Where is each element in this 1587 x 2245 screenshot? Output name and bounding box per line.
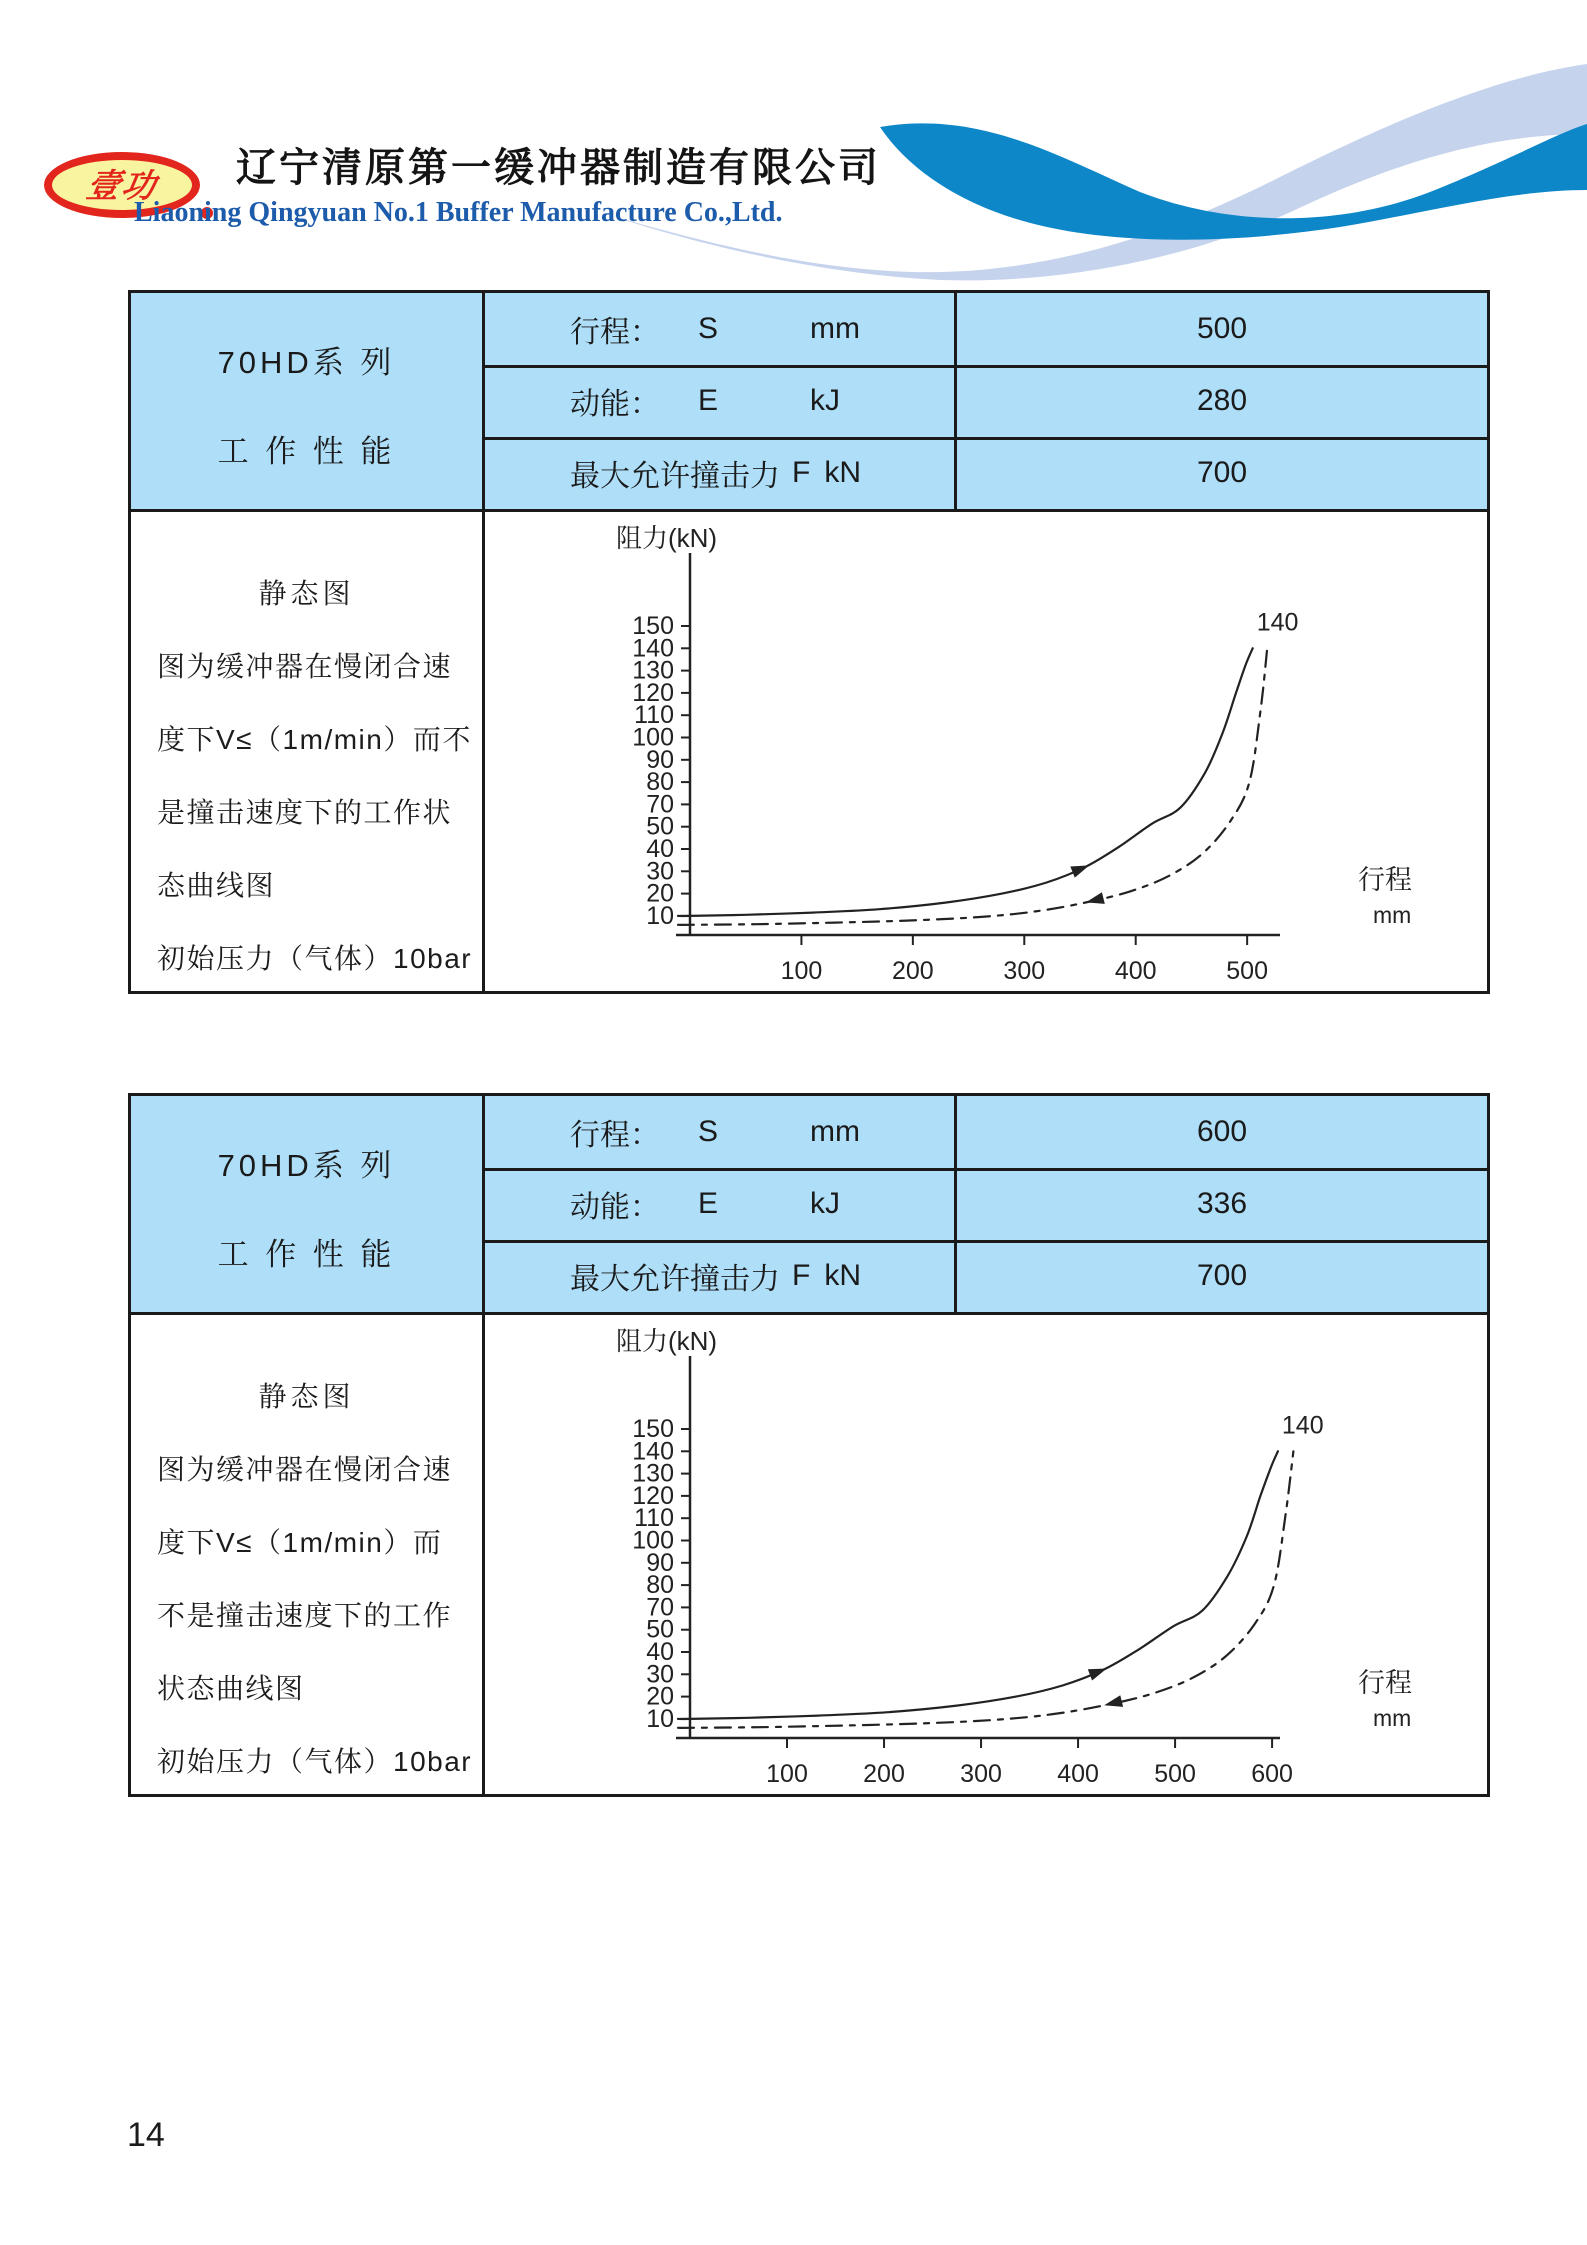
spec-symbol: S [698,1115,719,1148]
resistance-stroke-chart-600 [528,1324,1428,1792]
spec-label: 行程： [570,1119,660,1152]
series-title: 70HD系 列 [217,345,396,380]
spec-row-stroke [485,293,954,365]
svg-text:10: 10 [646,1704,674,1733]
spec-label: 最大允许撞击力 [570,1263,780,1296]
svg-text:30: 30 [646,857,674,886]
spec-label: 动能： [570,388,660,421]
spec-value-energy: 336 [1196,1187,1248,1220]
note-line: 初始压力（气体）10bar [157,1746,473,1777]
note-line: 初始压力（气体）10bar [157,943,473,974]
svg-text:140: 140 [632,634,674,663]
svg-text:100: 100 [632,723,674,752]
svg-text:150: 150 [632,1415,674,1443]
static-diagram-note [131,512,482,991]
svg-text:20: 20 [646,879,674,908]
svg-text:90: 90 [646,1548,674,1577]
spec-symbol: E [698,384,719,417]
spec-symbol: E [698,1187,719,1220]
series-title-cell [131,1096,482,1312]
spec-unit: kJ [810,384,841,417]
svg-text:130: 130 [632,1459,674,1488]
spec-label: 行程： [570,316,660,349]
series-title: 70HD系 列 [217,1148,396,1183]
svg-text:120: 120 [632,1481,674,1510]
svg-text:阻力(kN): 阻力(kN) [616,1326,718,1356]
note-line: 度下V≤（1m/min）而 [157,1527,443,1558]
spec-row-max-force [485,1240,954,1312]
spec-row-max-force [485,437,954,509]
spec-label: 动能： [570,1191,660,1224]
svg-text:300: 300 [960,1760,1002,1788]
note-line: 度下V≤（1m/min）而不 [157,724,472,755]
spec-symbol: F [792,1259,811,1292]
static-diagram-note [131,1315,482,1794]
svg-text:110: 110 [634,1504,674,1533]
spec-value-max-force: 700 [1196,456,1248,489]
svg-text:400: 400 [1114,957,1157,985]
note-line: 静态图 [258,1381,355,1412]
series-title-cell [131,293,482,509]
note-line: 图为缓冲器在慢闭合速 [157,1454,453,1485]
spec-value-stroke: 600 [1196,1115,1248,1148]
spec-unit: mm [810,312,860,345]
svg-text:20: 20 [646,1682,674,1711]
spec-unit: mm [810,1115,860,1148]
spec-table-500mm [128,290,1490,994]
performance-title: 工 作 性 能 [217,434,396,469]
svg-text:110: 110 [634,701,674,730]
svg-text:140: 140 [1281,1411,1324,1440]
page-number: 14 [127,2116,165,2154]
svg-text:mm: mm [1373,902,1412,928]
spec-value-stroke: 500 [1196,312,1248,345]
spec-unit: kN [824,1259,861,1292]
svg-text:200: 200 [891,957,934,985]
spec-value-max-force: 700 [1196,1259,1248,1292]
svg-text:40: 40 [646,835,674,863]
spec-row-energy [485,1168,954,1240]
svg-text:500: 500 [1226,957,1269,985]
svg-text:mm: mm [1373,1705,1412,1731]
company-name-chinese: 辽宁清原第一缓冲器制造有限公司 [236,145,881,190]
svg-text:120: 120 [632,678,674,707]
svg-text:500: 500 [1154,1760,1196,1788]
svg-text:70: 70 [646,1593,674,1622]
spec-label: 最大允许撞击力 [570,460,780,493]
svg-text:阻力(kN): 阻力(kN) [616,523,718,553]
svg-text:140: 140 [1256,608,1299,637]
svg-text:600: 600 [1251,1760,1293,1788]
note-line: 态曲线图 [157,870,276,901]
spec-row-energy [485,365,954,437]
svg-text:140: 140 [632,1437,674,1466]
svg-text:400: 400 [1057,1760,1099,1788]
svg-text:130: 130 [632,656,674,685]
svg-text:200: 200 [863,1760,905,1788]
svg-text:100: 100 [780,957,823,985]
svg-text:90: 90 [646,745,674,774]
svg-text:100: 100 [632,1526,674,1555]
company-logo-text: 壹功 [83,166,161,204]
spec-value-energy: 280 [1196,384,1248,417]
performance-title: 工 作 性 能 [217,1237,396,1272]
company-name-english: Liaoning Qingyuan No.1 Buffer Manufacture Co.,Ltd. [134,197,783,228]
resistance-stroke-chart-500 [528,521,1428,989]
spec-table-600mm [128,1093,1490,1797]
spec-row-stroke [485,1096,954,1168]
svg-text:80: 80 [646,1571,674,1600]
svg-text:150: 150 [632,612,674,640]
note-line: 状态曲线图 [157,1673,305,1704]
svg-text:50: 50 [646,812,674,841]
note-line: 不是撞击速度下的工作 [157,1600,453,1631]
spec-symbol: S [698,312,719,345]
spec-symbol: F [792,456,811,489]
svg-text:10: 10 [646,901,674,930]
svg-text:50: 50 [646,1615,674,1644]
svg-text:70: 70 [646,790,674,819]
spec-unit: kN [824,456,861,489]
svg-text:80: 80 [646,768,674,797]
svg-text:100: 100 [766,1760,808,1788]
svg-text:30: 30 [646,1660,674,1689]
svg-text:行程: 行程 [1358,1668,1412,1698]
note-line: 静态图 [258,578,355,609]
note-line: 图为缓冲器在慢闭合速 [157,651,453,682]
svg-text:40: 40 [646,1638,674,1666]
svg-text:行程: 行程 [1358,865,1412,895]
svg-text:300: 300 [1003,957,1046,985]
spec-unit: kJ [810,1187,841,1220]
note-line: 是撞击速度下的工作状 [157,797,453,828]
